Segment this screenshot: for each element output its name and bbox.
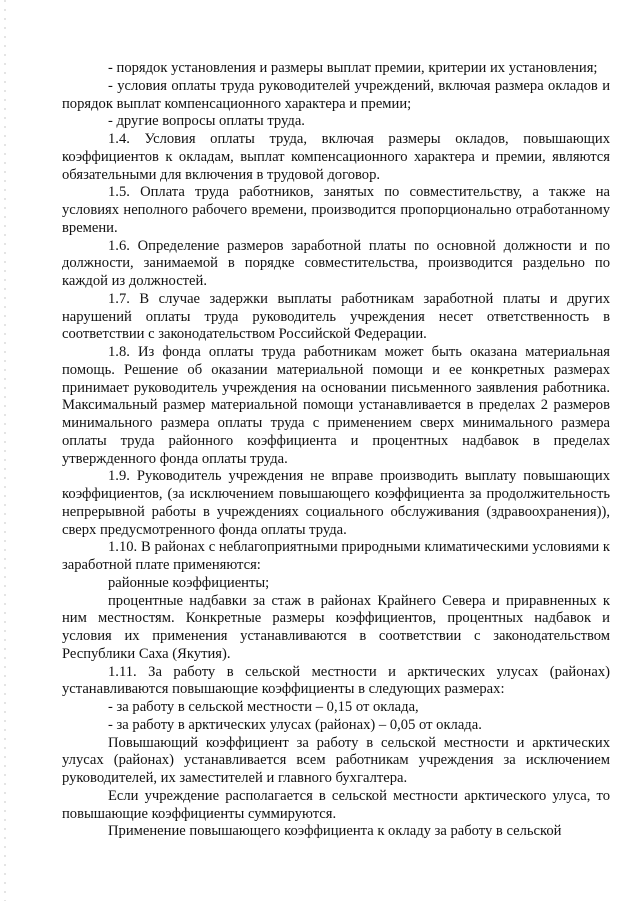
paragraph-1-5: 1.5. Оплата труда работников, занятых по совместительству, а также на условиях неполного рабочего времени, производится пропорционально отработанному времени. [62,184,610,236]
paragraph-1-7: 1.7. В случае задержки выплаты работникам заработной платы и других нарушений оплаты труда руководитель учреждения несет ответственность в соответствии с законодательством Российской Федерации. [62,290,610,343]
scan-margin-mark [4,0,6,901]
paragraph-1-8: 1.8. Из фонда оплаты труда работникам может быть оказана материальная помощь. Решение об оказании материальной помощи и ее конкретных размерах принимает руководитель учреждения на основании письменного заявления работника. Максимальный размер материальной помощи устанавливается в пределах 2 размеров минимального размера оплаты труда с применением сверх минимального размера оплаты труда районного коэффициента и процентных надбавок в пределах утвержденного фонда оплаты труда. [62,344,610,467]
paragraph-rural-coefficient: - за работу в сельской местности – 0,15 от оклада, [108,699,419,715]
paragraph-manager-pay-conditions: - условия оплаты труда руководителей учреждений, включая размера окладов и порядок выплат компенсационного характера и премии; [62,77,610,112]
paragraph-1-11: 1.11. За работу в сельской местности и арктических улусах (районах) устанавливаются повышающие коэффициенты в следующих размерах: [62,663,610,698]
paragraph-1-4: 1.4. Условия оплаты труда, включая размеры окладов, повышающих коэффициентов к окладам, выплат компенсационного характера и премии, являются обязательными для включения в трудовой договор. [62,131,610,183]
paragraph-percentage-allowances: процентные надбавки за стаж в районах Крайнего Севера и приравненных к ним местностям. Конкретные размеры коэффициентов, процентных надбавок и условия их применения устанавливаются в соответствии с законодательством Республики Саха (Якутия). [62,592,610,662]
document-body [62,60,610,841]
paragraph-1-6: 1.6. Определение размеров заработной платы по основной должности и по должности, занимаемой в порядке совместительства, производится раздельно по каждой из должностей. [62,237,610,289]
paragraph-coefficient-application: Применение повышающего коэффициента к окладу за работу в сельской [108,823,562,840]
paragraph-coefficient-summation: Если учреждение располагается в сельской местности арктического улуса, то повышающие коэффициенты суммируются. [62,787,610,822]
paragraph-1-9: 1.9. Руководитель учреждения не вправе производить выплату повышающих коэффициентов, (за исключением повышающего коэффициента за продолжительность непрерывной работы в учреждениях социального обслуживания (здравоохранения)), сверх предусмотренного фонда оплаты труда. [62,468,610,538]
paragraph-coefficient-scope: Повышающий коэффициент за работу в сельской местности и арктических улусах (районах) устанавливается всем работникам учреждения за исключением руководителей, их заместителей и главного бухгалтера. [62,734,610,786]
paragraph-1-10: 1.10. В районах с неблагоприятными природными климатическими условиями к заработной плате применяются: [62,539,610,573]
paragraph-regional-coefficients: районные коэффициенты; [108,574,270,591]
paragraph-other-questions: - другие вопросы оплаты труда. [108,113,305,130]
paragraph-arctic-coefficient: - за работу в арктических улусах (районах) – 0,05 от оклада. [108,716,482,733]
paragraph-bonus-procedure: - порядок установления и размеры выплат премии, критерии их установления; [108,60,598,76]
